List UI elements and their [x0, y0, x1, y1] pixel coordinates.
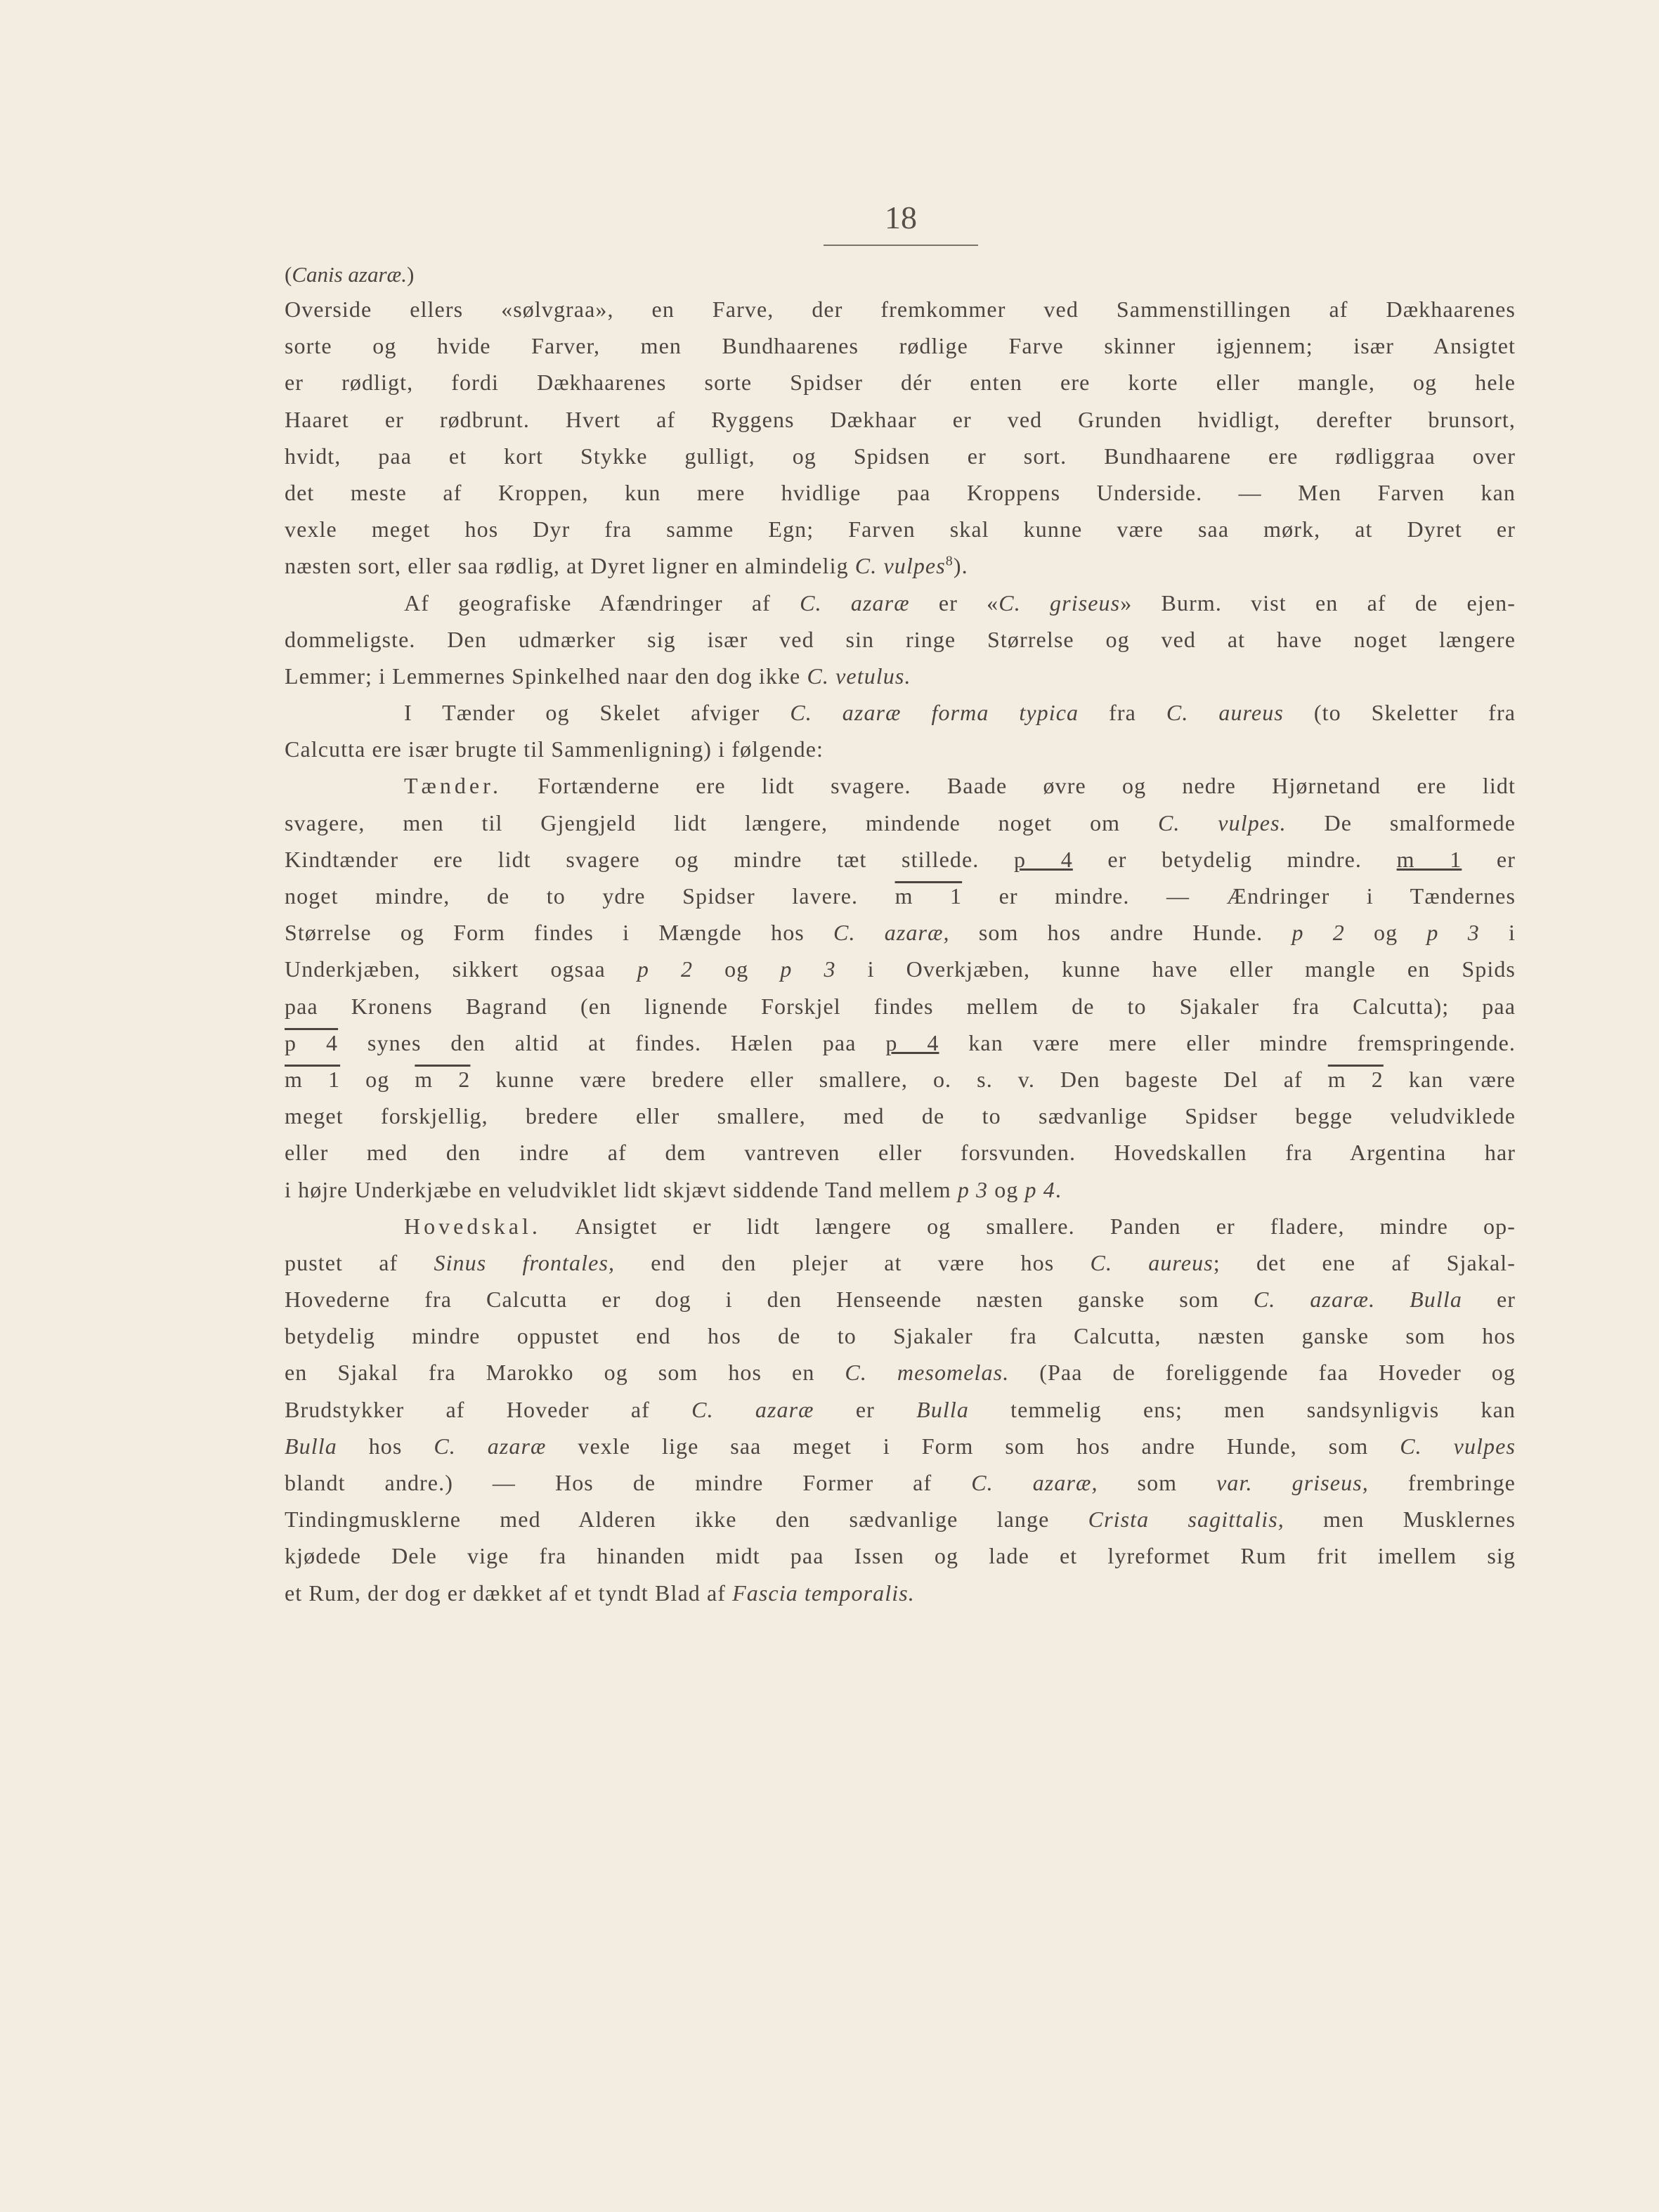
- text-line: [285, 364, 1516, 401]
- text-line: [285, 1537, 1516, 1574]
- text-run: blandt andre.) — Hos de mindre Former af: [285, 1470, 972, 1495]
- text-run: Tænder.: [404, 773, 502, 799]
- text-run: i højre Underkjæbe en veludviklet lidt skjævt siddende Tand mellem: [285, 1176, 958, 1202]
- italic-run: C. vulpes: [1400, 1433, 1516, 1459]
- text-run: m 1: [285, 1066, 341, 1092]
- text-line: [285, 1391, 1516, 1428]
- text-run: p 4: [285, 1029, 339, 1055]
- text-line: [285, 1134, 1516, 1171]
- text-line: [285, 1244, 1516, 1281]
- italic-run: p 4: [1024, 1176, 1055, 1202]
- text-run: kunne være bredere eller smallere, o. s. v. Den bageste Del af: [470, 1066, 1328, 1092]
- text-run: paa Kronens Bagrand (en lignende Forskjel findes mellem de to Sjakaler fra Calcutta); paa: [285, 993, 1516, 1019]
- text-run: meget forskjellig, bredere eller smallere, med de to sædvanlige Spidser begge veludviklede: [285, 1103, 1516, 1129]
- text-run: Lemmer; i Lemmernes Spinkelhed naar den dog ikke: [285, 663, 807, 689]
- text-run: Hovederne fra Calcutta er dog i den Henseende næsten ganske som: [285, 1287, 1254, 1313]
- text-line: [285, 731, 1516, 767]
- text-run: m 1: [894, 883, 963, 909]
- text-run: vexle meget hos Dyr fra samme Egn; Farven skal kunne være saa mørk, at Dyret er: [285, 516, 1516, 542]
- text-line: [285, 658, 1516, 694]
- text-run: og: [1344, 920, 1427, 946]
- text-line: [285, 878, 1516, 914]
- text-line: [285, 1024, 1516, 1061]
- text-line: [285, 841, 1516, 878]
- text-line: [285, 585, 1516, 621]
- italic-run: C. azaræ,: [971, 1470, 1098, 1495]
- text-run: Kindtænder ere lidt svagere og mindre tæt stillede.: [285, 846, 1014, 872]
- text-run: synes den altid at findes. Hælen paa: [338, 1029, 886, 1055]
- text-run: frembringe: [1368, 1470, 1516, 1495]
- text-run: kan være mere eller mindre fremspringende.: [939, 1029, 1516, 1055]
- italic-run: C. aureus: [1166, 700, 1284, 726]
- text-run: i: [1479, 920, 1516, 946]
- text-run: en Sjakal fra Marokko og som hos en: [285, 1360, 845, 1386]
- text-run: kjødede Dele vige fra hinanden midt paa Issen og lade et lyreformet Rum frit imellem sig: [285, 1543, 1516, 1569]
- italic-run: Sinus frontales,: [434, 1249, 616, 1275]
- text-line: [285, 291, 1516, 327]
- text-line: [285, 1208, 1516, 1244]
- italic-run: C. azaræ forma typica: [790, 700, 1079, 726]
- text-line: [285, 621, 1516, 658]
- text-run: men Musklernes: [1284, 1507, 1516, 1533]
- text-run: Overside ellers «sølvgraa», en Farve, der fremkommer ved Sammenstillingen af Dækhaarenes: [285, 297, 1516, 322]
- text-run: hvidt, paa et kort Stykke gulligt, og Spidsen er sort. Bundhaarene ere rødliggraa over: [285, 443, 1516, 469]
- text-run: eller med den indre af dem vantreven eller forsvunden. Hovedskallen fra Argentina har: [285, 1140, 1516, 1166]
- text-run: p 4: [1013, 846, 1073, 872]
- text-line: [285, 805, 1516, 841]
- text-line: [285, 327, 1516, 364]
- running-head: (Canis azaræ.): [285, 262, 415, 287]
- text-run: kan være: [1383, 1066, 1516, 1092]
- text-run: pustet af: [285, 1249, 434, 1275]
- text-run: et Rum, der dog er dækket af et tyndt Blad af: [285, 1580, 733, 1606]
- text-run: sorte og hvide Farver, men Bundhaarenes rødlige Farve skinner igjennem; især Ansigtet: [285, 333, 1516, 359]
- text-run: er: [814, 1396, 917, 1422]
- text-run: .: [1055, 1176, 1062, 1202]
- text-run: 8: [945, 553, 954, 569]
- text-line: [285, 547, 1516, 584]
- text-run: fra: [1079, 700, 1166, 726]
- text-run: Fortænderne ere lidt svagere. Baade øvre og nedre Hjørnetand ere lidt: [501, 773, 1516, 799]
- italic-run: C. vulpes: [854, 553, 946, 579]
- italic-run: Bulla: [285, 1433, 337, 1459]
- italic-run: C. azaræ: [434, 1433, 547, 1459]
- text-line: [285, 951, 1516, 987]
- text-run: er: [1462, 846, 1516, 872]
- text-line: [285, 474, 1516, 511]
- text-run: end den plejer at være hos: [615, 1249, 1091, 1275]
- text-run: næsten sort, eller saa rødlig, at Dyret ligner en almindelig: [285, 553, 855, 579]
- text-run: De smalformede: [1286, 809, 1516, 835]
- text-line: [285, 988, 1516, 1024]
- text-line: [285, 401, 1516, 438]
- body-text: [285, 291, 1516, 1611]
- text-run: » Burm. vist en af de ejen-: [1120, 590, 1516, 616]
- text-run: m 2: [1327, 1066, 1384, 1092]
- text-run: Underkjæben, sikkert ogsaa: [285, 956, 637, 982]
- text-line: [285, 1281, 1516, 1318]
- italic-run: C. mesomelas.: [845, 1360, 1010, 1386]
- text-line: [285, 1171, 1516, 1208]
- text-run: Hovedskal.: [404, 1213, 541, 1239]
- text-line: [285, 694, 1516, 731]
- text-run: som: [1098, 1470, 1217, 1495]
- text-run: Haaret er rødbrunt. Hvert af Ryggens Dækhaar er ved Grunden hvidligt, derefter brunsort,: [285, 406, 1516, 432]
- text-line: [285, 1575, 1516, 1611]
- text-run: Af geografiske Afændringer af: [404, 590, 800, 616]
- text-line: [285, 1318, 1516, 1354]
- text-run: og: [693, 956, 781, 982]
- text-line: [285, 438, 1516, 474]
- text-run: og: [988, 1176, 1025, 1202]
- text-run: p 4: [885, 1029, 939, 1055]
- text-line: [285, 511, 1516, 547]
- text-line: [285, 1464, 1516, 1501]
- text-run: er «: [909, 590, 999, 616]
- text-run: (to Skeletter fra: [1283, 700, 1516, 726]
- text-run: Calcutta ere især brugte til Sammenligning) i følgende:: [285, 736, 824, 762]
- text-run: svagere, men til Gjengjeld lidt længere, mindende noget om: [285, 809, 1158, 835]
- text-run: m 1: [1396, 846, 1462, 872]
- page-number-rule: [824, 245, 978, 246]
- italic-run: p 2: [1292, 920, 1345, 946]
- text-run: Tindingmusklerne med Alderen ikke den sædvanlige lange: [285, 1507, 1088, 1533]
- text-line: [285, 1061, 1516, 1098]
- text-line: [285, 767, 1516, 804]
- italic-run: p 2: [637, 956, 694, 982]
- italic-run: p 3: [1426, 920, 1480, 946]
- text-run: I Tænder og Skelet afviger: [404, 700, 791, 726]
- italic-run: C. vetulus.: [807, 663, 911, 689]
- italic-run: Crista sagittalis,: [1088, 1507, 1284, 1533]
- text-run: m 2: [415, 1066, 471, 1092]
- page-number: 18: [885, 200, 917, 235]
- text-run: Brudstykker af Hoveder af: [285, 1396, 692, 1422]
- italic-run: var. griseus,: [1216, 1470, 1369, 1495]
- italic-run: Bulla: [916, 1396, 969, 1422]
- text-line: [285, 914, 1516, 951]
- text-run: temmelig ens; men sandsynligvis kan: [968, 1396, 1516, 1422]
- italic-run: Fascia temporalis.: [732, 1580, 915, 1606]
- text-run: det meste af Kroppen, kun mere hvidlige paa Kroppens Underside. — Men Farven kan: [285, 479, 1516, 505]
- text-run: Ansigtet er lidt længere og smallere. Panden er fladere, mindre op-: [540, 1213, 1516, 1239]
- text-run: er betydelig mindre.: [1072, 846, 1397, 872]
- italic-run: C. azaræ: [800, 590, 910, 616]
- italic-run: C. griseus: [998, 590, 1121, 616]
- italic-run: p 3: [780, 956, 836, 982]
- italic-run: p 3: [957, 1176, 989, 1202]
- text-run: ; det ene af Sjakal-: [1213, 1249, 1516, 1275]
- text-line: [285, 1428, 1516, 1464]
- text-line: [285, 1354, 1516, 1391]
- text-run: noget mindre, de to ydre Spidser lavere.: [285, 883, 895, 909]
- text-run: som hos andre Hunde.: [949, 920, 1292, 946]
- italic-run: C. azaræ. Bulla: [1253, 1287, 1462, 1313]
- running-head-text: Canis azaræ.: [292, 262, 407, 287]
- text-run: (Paa de foreliggende faa Hoveder og: [1009, 1360, 1516, 1386]
- text-run: er rødligt, fordi Dækhaarenes sorte Spidser dér enten ere korte eller mangle, og hele: [285, 370, 1516, 396]
- text-run: dommeligste. Den udmærker sig især ved sin ringe Størrelse og ved at have noget længere: [285, 626, 1516, 652]
- text-run: hos: [337, 1433, 434, 1459]
- text-run: er mindre. — Ændringer i Tændernes: [962, 883, 1516, 909]
- text-run: Størrelse og Form findes i Mængde hos: [285, 920, 834, 946]
- text-run: og: [340, 1066, 415, 1092]
- italic-run: C. aureus: [1090, 1249, 1214, 1275]
- text-run: er: [1462, 1287, 1516, 1313]
- italic-run: C. azaræ: [691, 1396, 814, 1422]
- italic-run: C. vulpes.: [1157, 809, 1287, 835]
- text-run: i Overkjæben, kunne have eller mangle en Spids: [835, 956, 1516, 982]
- text-line: [285, 1098, 1516, 1134]
- text-run: vexle lige saa meget i Form som hos andre Hunde, som: [546, 1433, 1400, 1459]
- text-run: ).: [953, 553, 968, 579]
- text-line: [285, 1501, 1516, 1537]
- text-run: betydelig mindre oppustet end hos de to Sjakaler fra Calcutta, næsten ganske som hos: [285, 1323, 1516, 1349]
- italic-run: C. azaræ,: [833, 920, 950, 946]
